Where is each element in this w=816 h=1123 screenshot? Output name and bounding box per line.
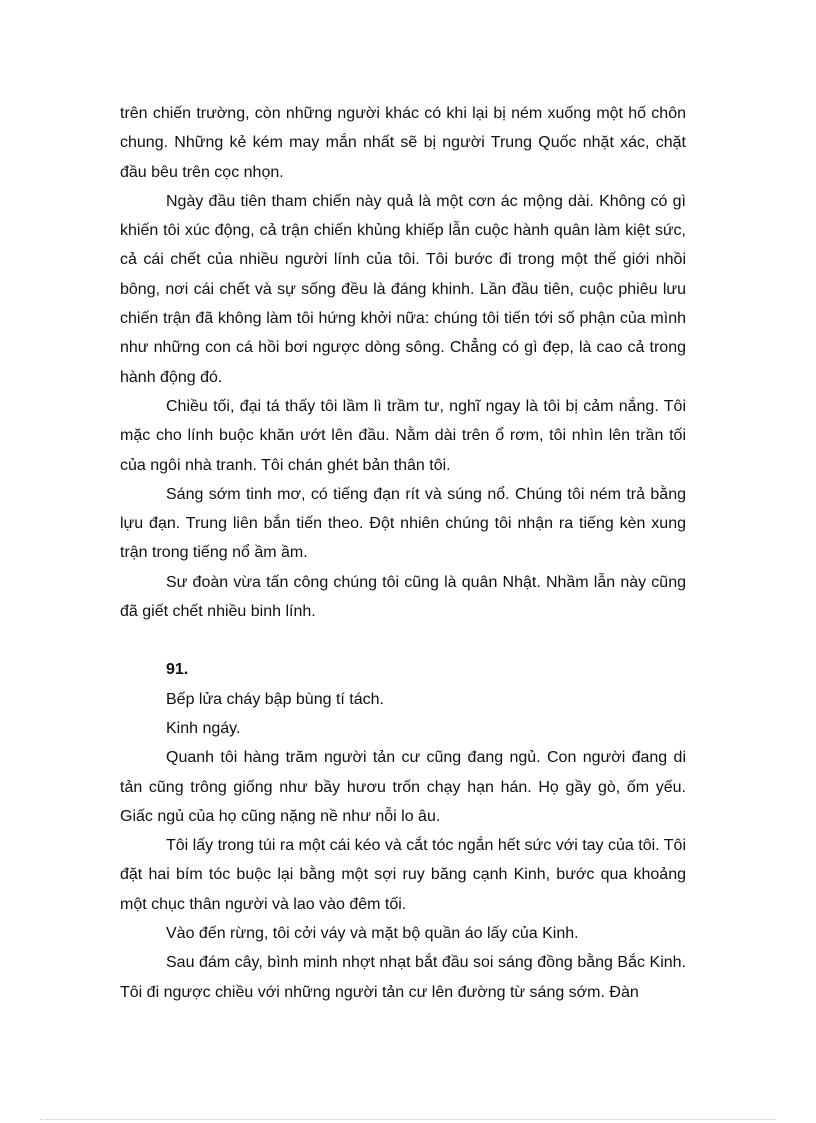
paragraph: Sư đoàn vừa tấn công chúng tôi cũng là quân Nhật. Nhầm lẫn này cũng đã giết chết nhiều binh lính. (120, 573, 686, 621)
section-spacer (120, 626, 686, 655)
paragraph: Bếp lửa cháy bập bùng tí tách. (166, 690, 384, 708)
paragraph: trên chiến trường, còn những người khác có khi lại bị ném xuống một hố chôn chung. Những kẻ kém may mắn nhất sẽ bị người Trung Quốc nhặt xác, chặt đầu bêu trên cọc nhọn. (120, 105, 686, 181)
paragraph: Ngày đầu tiên tham chiến này quả là một cơn ác mộng dài. Không có gì khiến tôi xúc động, cả trận chiến khủng khiếp lẫn cuộc hành quân làm kiệt sức, cả cái chết của nhiều người lính của tôi. Tôi bước đi trong một thế giới nhồi bông, nơi cái chết và sự sống đều là đáng khinh. Lần đầu tiên, cuộc phiêu lưu chiến trận đã không làm tôi hứng khởi nữa: chúng tôi tiến tới số phận của mình như những con cá hồi bơi ngược dòng sông. Chẳng có gì đẹp, là cao cả trong hành động đó. (120, 192, 686, 386)
page-body (120, 99, 686, 1007)
paragraph: Sáng sớm tinh mơ, có tiếng đạn rít và súng nổ. Chúng tôi ném trả bằng lựu đạn. Trung liên bắn tiến theo. Đột nhiên chúng tôi nhận ra tiếng kèn xung trận trong tiếng nổ ầm ầm. (120, 485, 686, 562)
paragraph: Chiều tối, đại tá thấy tôi lầm lì trầm tư, nghĩ ngay là tôi bị cảm nắng. Tôi mặc cho lính buộc khăn ướt lên đầu. Nằm dài trên ổ rơm, tôi nhìn lên trần tối của ngôi nhà tranh. Tôi chán ghét bản thân tôi. (120, 397, 686, 474)
paragraph: Quanh tôi hàng trăm người tản cư cũng đang ngủ. Con người đang di tản cũng trông giống như bầy hươu trốn chạy hạn hán. Họ gầy gò, ốm yếu. Giấc ngủ của họ cũng nặng nề như nỗi lo âu. (120, 749, 686, 825)
page-bottom-divider (40, 1119, 776, 1120)
paragraph: Sau đám cây, bình minh nhợt nhạt bắt đầu soi sáng đồng bằng Bắc Kinh. Tôi đi ngược chiều với những người tản cư lên đường từ sáng sớm. Đàn (120, 954, 686, 1001)
paragraph: Kinh ngáy. (166, 719, 241, 737)
chapter-heading: 91. (166, 661, 189, 679)
paragraph: Tôi lấy trong túi ra một cái kéo và cắt tóc ngắn hết sức với tay của tôi. Tôi đặt hai bím tóc buộc lại bằng một sợi ruy băng cạnh Kinh, bước qua khoảng một chục thân người và lao vào đêm tối. (120, 837, 686, 913)
paragraph: Vào đến rừng, tôi cởi váy và mặt bộ quần áo lấy của Kinh. (166, 925, 579, 943)
